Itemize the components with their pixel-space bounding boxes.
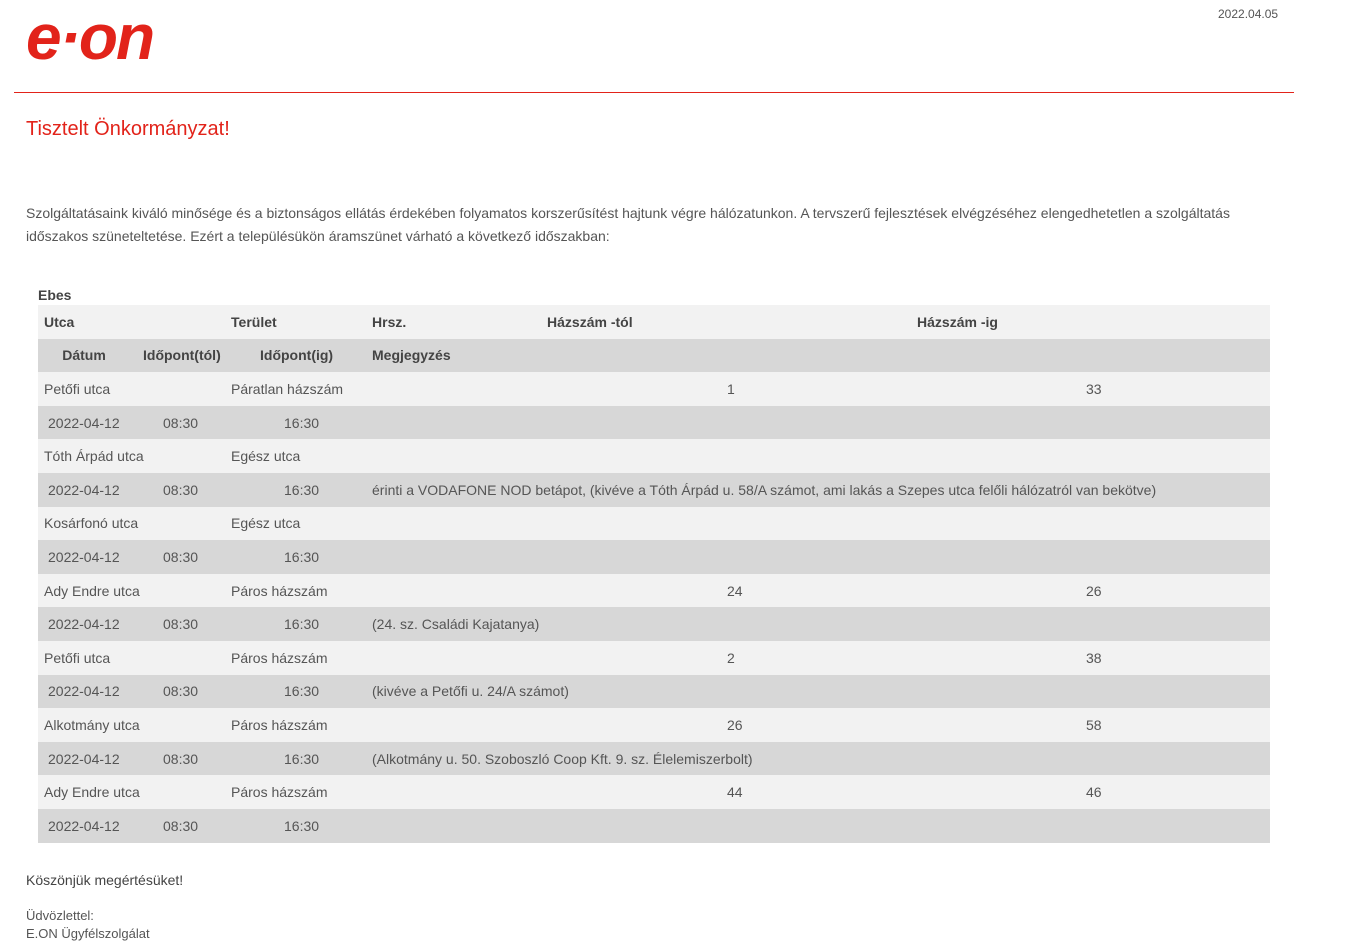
closing-block — [26, 907, 150, 943]
schedule-row — [38, 675, 1270, 709]
cell-time-to: 16:30 — [284, 548, 320, 565]
cell-date: 2022-04-12 — [48, 414, 120, 431]
cell-area: Páros házszám — [231, 716, 328, 733]
col-header-date: Dátum — [62, 347, 106, 364]
cell-area: Egész utca — [231, 515, 301, 532]
cell-street: Ady Endre utca — [44, 582, 140, 599]
cell-date: 2022-04-12 — [48, 683, 120, 700]
cell-area: Páros házszám — [231, 582, 328, 599]
cell-street: Ady Endre utca — [44, 784, 140, 801]
cell-time-to: 16:30 — [284, 616, 320, 633]
street-row — [38, 507, 1270, 541]
cell-hrsz — [372, 372, 547, 406]
cell-num-to — [784, 507, 1270, 541]
street-row — [38, 641, 1270, 675]
cell-num-from: 24 — [727, 582, 743, 599]
col-header-note: Megjegyzés — [372, 347, 451, 364]
cell-date: 2022-04-12 — [48, 481, 120, 498]
cell-time-from: 08:30 — [163, 548, 199, 565]
greeting-heading: Tisztelt Önkormányzat! — [26, 118, 230, 140]
eon-logo — [26, 4, 224, 64]
schedule-row — [38, 473, 1270, 507]
cell-time-to: 16:30 — [284, 414, 320, 431]
cell-num-from: 1 — [727, 380, 735, 397]
cell-hrsz — [372, 708, 547, 742]
cell-hrsz — [372, 574, 547, 608]
cell-date: 2022-04-12 — [48, 750, 120, 767]
cell-num-to — [784, 439, 1270, 473]
cell-note: (Alkotmány u. 50. Szoboszló Coop Kft. 9. sz. Élelemiszerbolt) — [372, 750, 753, 767]
cell-num-to: 58 — [1086, 716, 1102, 733]
street-row — [38, 439, 1270, 473]
cell-time-from: 08:30 — [163, 481, 199, 498]
cell-time-to: 16:30 — [284, 481, 320, 498]
schedule-row — [38, 406, 1270, 440]
header-row-date — [38, 339, 1270, 373]
outage-table-section — [38, 285, 1270, 843]
cell-num-from — [547, 439, 784, 473]
schedule-row — [38, 607, 1270, 641]
cell-street: Kosárfonó utca — [44, 515, 139, 532]
cell-time-from: 08:30 — [163, 683, 199, 700]
col-header-time-from: Időpont(tól) — [143, 347, 221, 364]
letter-date: 2022.04.05 — [1218, 7, 1279, 21]
outage-table — [38, 305, 1270, 843]
intro-paragraph: Szolgáltatásaink kiváló minősége és a biztonságos ellátás érdekében folyamatos korszerűsítést hajtunk végre hálózatunkon. A tervszerű fejlesztések elvégzéséhez elengedhetetlen a szolgáltatás időszakos szüneteltetése. Ezért a településükön áramszünet várható a következő időszakban: — [26, 205, 1230, 244]
cell-time-to: 16:30 — [284, 683, 320, 700]
cell-note — [372, 406, 1270, 440]
cell-area: Egész utca — [231, 448, 301, 465]
cell-num-to: 26 — [1086, 582, 1102, 599]
cell-num-from — [547, 507, 784, 541]
cell-date: 2022-04-12 — [48, 616, 120, 633]
cell-num-to: 46 — [1086, 784, 1102, 801]
street-row — [38, 708, 1270, 742]
schedule-row — [38, 540, 1270, 574]
col-header-street: Utca — [44, 313, 75, 330]
cell-hrsz — [372, 507, 547, 541]
cell-date: 2022-04-12 — [48, 548, 120, 565]
cell-num-to: 33 — [1086, 380, 1102, 397]
cell-time-from: 08:30 — [163, 616, 199, 633]
cell-time-from: 08:30 — [163, 414, 199, 431]
schedule-row — [38, 742, 1270, 776]
regards-text: Üdvözlettel: — [26, 908, 94, 923]
cell-area: Páros házszám — [231, 784, 328, 801]
col-header-area: Terület — [231, 313, 277, 330]
town-name: Ebes — [38, 287, 72, 303]
schedule-row — [38, 809, 1270, 843]
header-row-street — [38, 305, 1270, 339]
cell-date: 2022-04-12 — [48, 817, 120, 834]
signature-text: E.ON Ügyfélszolgálat — [26, 926, 150, 941]
cell-street: Alkotmány utca — [44, 716, 140, 733]
cell-num-from: 26 — [727, 716, 743, 733]
cell-note: (kivéve a Petőfi u. 24/A számot) — [372, 683, 569, 700]
cell-num-from: 44 — [727, 784, 743, 801]
cell-note — [372, 809, 1270, 843]
cell-time-to: 16:30 — [284, 817, 320, 834]
cell-num-to: 38 — [1086, 649, 1102, 666]
col-header-num-to: Házszám -ig — [917, 313, 998, 330]
cell-note: (24. sz. Családi Kajatanya) — [372, 616, 540, 633]
cell-street: Petőfi utca — [44, 380, 111, 397]
col-header-time-to: Időpont(ig) — [260, 347, 334, 364]
cell-hrsz — [372, 641, 547, 675]
cell-street: Tóth Árpád utca — [44, 448, 144, 465]
cell-area: Páros házszám — [231, 649, 328, 666]
cell-note — [372, 540, 1270, 574]
brand-text: e·on — [26, 4, 154, 64]
header-divider — [14, 92, 1294, 93]
thanks-text: Köszönjük megértésüket! — [26, 872, 184, 888]
col-header-hrsz: Hrsz. — [372, 313, 407, 330]
cell-time-from: 08:30 — [163, 750, 199, 767]
cell-street: Petőfi utca — [44, 649, 111, 666]
cell-time-to: 16:30 — [284, 750, 320, 767]
cell-note: érinti a VODAFONE NOD betápot, (kivéve a Tóth Árpád u. 58/A számot, ami lakás a Szepes utca felőli hálózatról van bekötve) — [372, 481, 1157, 498]
cell-time-from: 08:30 — [163, 817, 199, 834]
cell-area: Páratlan házszám — [231, 380, 344, 397]
col-header-num-from: Házszám -tól — [547, 313, 633, 330]
cell-hrsz — [372, 439, 547, 473]
street-row — [38, 775, 1270, 809]
street-row — [38, 372, 1270, 406]
cell-hrsz — [372, 775, 547, 809]
street-row — [38, 574, 1270, 608]
cell-num-from: 2 — [727, 649, 735, 666]
